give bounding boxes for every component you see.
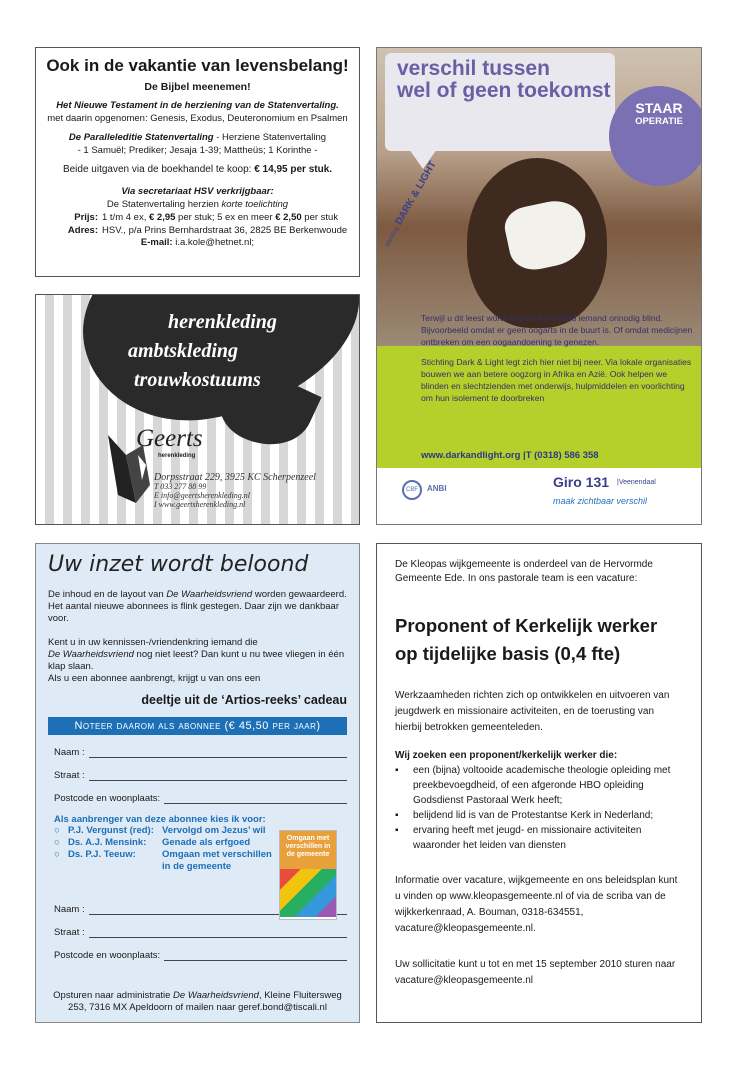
headline: verschil tussen wel of geen toekomst [397, 57, 611, 102]
order-details: Prijs: 1 t/m 4 ex, € 2,95 per stuk; 5 ex en meer € 2,50 per stuk Adres: HSV., p/a Prins Bernhardstraat 36, 2825 BE Berkenwoude [67, 212, 348, 236]
email-link[interactable]: E info@geertsherenkleding.nl [154, 491, 250, 500]
ad-body: Terwijl u dit leest wordt ergens ter wereld iemand onnodig blind. Bijvoorbeeld omdat er geen oogarts in de buurt is. Of omdat medicijnen ontbreken om een oogaandoening te genezen. Stichting Dark & Light legt zich hier niet bij neer. Via lokale organisaties bouwen we aan betere oogzorg in Afrika en Azië. Ook helpen we blinden en slechtzienden met onderwijs, hulpmiddelen en voorlichting om hun isolement te doorbreken [421, 313, 693, 403]
postcode-field[interactable]: Postcode en woonplaats: [48, 784, 347, 804]
website-link[interactable]: I www.geertsherenkleding.nl [154, 500, 246, 509]
dark-light-logo: stichting DARK & LIGHT [384, 159, 439, 248]
option-teeuw[interactable]: ○ Ds. P.J. Teeuw: Omgaan met verschillen in de gemeente [54, 849, 272, 872]
name-field[interactable]: Naam : [48, 738, 347, 758]
nt-edition: Het Nieuwe Testament in de herziening van de Statenvertaling. met daarin opgenomen: Genesis, Exodus, Deuteronomium en Psalmen [47, 100, 348, 124]
staar-badge: STAAR OPERATIE [609, 86, 702, 186]
list-item: ▪ een (bijna) voltooide academische theologie opleiding met preekbevoegdheid, of een afgeronde HBO opleiding Godsdienst Pastoraal Werk heeft; [395, 763, 683, 808]
list-item: ▪ belijdend lid is van de Protestantse Kerk in Nederland; [395, 808, 683, 823]
tasks-paragraph: Werkzaamheden richten zich op ontwikkelen en uitvoeren van jeugdwerk en missionaire activiteiten, en de toerusting van hierbij betrokken gemeenteleden. [395, 690, 670, 733]
vacancy-heading: Proponent of Kerkelijk werker op tijdelijke basis (0,4 fte) [395, 615, 658, 664]
brand-name: Geerts [136, 425, 203, 452]
ad-footer [377, 468, 702, 524]
form-title: Uw inzet wordt beloond [48, 552, 309, 577]
option-mensink[interactable]: ○ Ds. A.J. Mensink: Genade als erfgoed [54, 837, 251, 848]
book-cover: Omgaan met verschillen in de gemeente [279, 830, 337, 920]
radio-icon[interactable]: ○ [54, 849, 60, 860]
invite-paragraph: Kent u in uw kennissen-/vriendenkring iemand die De Waarheidsvriend nog niet leest? Dan kunt u nu twee vliegen in één klap slaan. Als u een abonnee aanbrengt, krijgt u van ons een [48, 637, 345, 684]
anbi-label: ANBI [427, 484, 447, 493]
choice-heading: Als aanbrenger van deze abonnee kies ik voor: [54, 814, 266, 825]
tagline-trouwkostuums: trouwkostuums [134, 369, 261, 391]
requirements-heading: Wij zoeken een proponent/kerkelijk werker die: [395, 750, 618, 761]
radio-icon[interactable]: ○ [54, 825, 60, 836]
street-field[interactable]: Straat : [48, 761, 347, 781]
form-footer: Opsturen naar administratie De Waarheidsvriend, Kleine Fluitersweg 253, 7316 MX Apeldoorn of mailen naar geref.bond@tiscali.nl [53, 990, 342, 1013]
cadeau-line: deeltje uit de ‘Artios-reeks’ cadeau [141, 693, 347, 707]
cbf-icon: CBF [402, 480, 422, 500]
street-field-2[interactable]: Straat : [48, 918, 347, 938]
giro-number: Giro 131 [553, 474, 610, 490]
bible-ad-subtitle: De Bijbel meenemen! [144, 81, 251, 93]
geerts-ad [35, 294, 360, 525]
postcode-field-2[interactable]: Postcode en woonplaats: [48, 941, 347, 961]
address-block: Dorpsstraat 229, 3925 KC Scherpenzeel T 033 277 88 99 E info@geertsherenkleding.nl I www.geertsherenkleding.nl [154, 472, 316, 509]
subscription-bar: Noteer daarom als abonnee (€ 45,50 per jaar) [48, 717, 347, 735]
subscription-form [35, 543, 360, 1023]
option-vergunst[interactable]: ○ P.J. Vergunst (red): Vervolgd om Jezus’ wil [54, 825, 266, 836]
dark-light-ad [376, 47, 702, 525]
tagline-ambtskleding: ambtskleding [128, 340, 239, 362]
giro-city: |Veenendaal [617, 479, 656, 486]
radio-icon[interactable]: ○ [54, 837, 60, 848]
bookstore-price: Beide uitgaven via de boekhandel te koop: € 14,95 per stuk. [62, 164, 333, 175]
intro-paragraph: De inhoud en de layout van De Waarheidsvriend worden gewaardeerd. Het aantal nieuwe abonnees is flink gestegen. Daar zijn we dankbaar voor. [48, 589, 347, 624]
bible-ad [35, 47, 360, 277]
slogan: maak zichtbaar verschil [553, 496, 648, 506]
info-paragraph: Informatie over vacature, wijkgemeente en ons beleidsplan kunt u vinden op www.kleopasgemeente.nl of via de scriba van de wijkkerkenraad, A. Bouman, 0318-634551, vacature@kleopasgemeente.nl. [395, 875, 678, 934]
brand-sub: herenkleding [158, 453, 196, 459]
bible-ad-title: Ook in de vakantie van levensbelang! [46, 56, 349, 75]
list-item: ▪ ervaring heeft met jeugd- en missionaire activiteiten waaronder het leiden van diensten [395, 823, 683, 853]
vacancy-ad [376, 543, 702, 1023]
vacancy-intro: De Kleopas wijkgemeente is onderdeel van de Hervormde Gemeente Ede. In ons pastorale team is een vacature: [395, 559, 653, 584]
apply-paragraph: Uw sollicitatie kunt u tot en met 15 september 2010 sturen naar vacature@kleopasgemeente.nl [395, 959, 676, 986]
tagline-herenkleding: herenkleding [168, 311, 277, 333]
email-line: E-mail: i.a.kole@hetnet.nl; [140, 237, 255, 248]
parallel-edition: De Paralleleditie Statenvertaling - Herziene Statenvertaling - 1 Samuël; Prediker; Jesaja 1-39; Mattheüs; 1 Korinthe - [68, 132, 327, 156]
secretariat-info: Via secretariaat HSV verkrijgbaar: De Statenvertaling herzien korte toelichting [106, 186, 289, 210]
email-link[interactable]: i.a.kole@hetnet.nl; [175, 237, 255, 248]
requirements-list [395, 763, 683, 853]
contact-line[interactable]: www.darkandlight.org |T (0318) 586 358 [421, 450, 599, 461]
name-field-2[interactable]: Naam : [48, 895, 347, 915]
